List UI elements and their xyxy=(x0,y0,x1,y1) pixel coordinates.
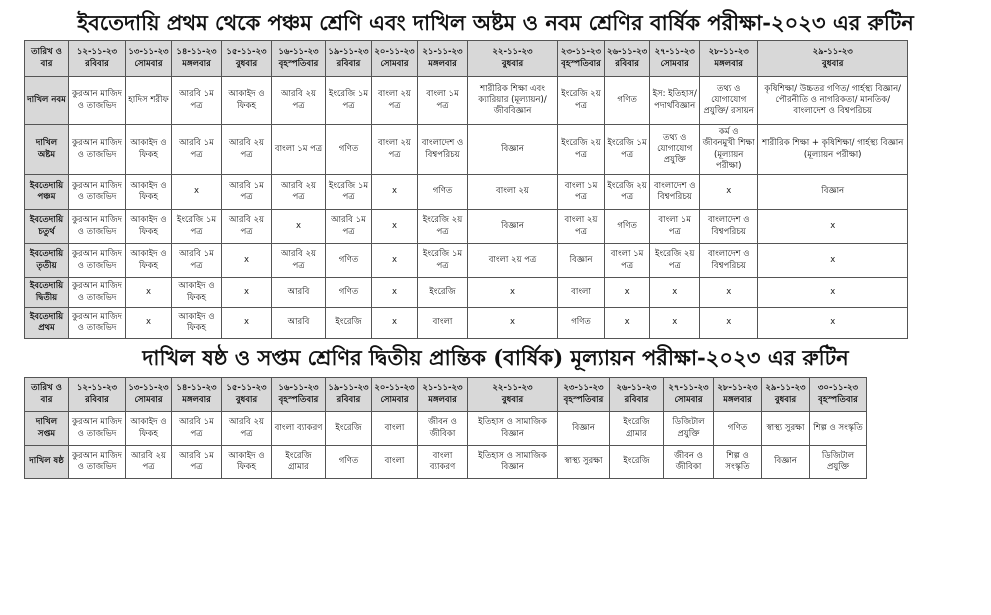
exam-cell: বাংলা ব্যাকরণ xyxy=(272,412,326,446)
date-header xyxy=(372,378,418,412)
exam-cell: আরবি xyxy=(272,278,326,308)
table-row xyxy=(25,446,867,479)
exam-cell: ডিজিটাল প্রযুক্তি xyxy=(664,412,714,446)
table-row xyxy=(25,308,908,339)
day-label: বুধবার xyxy=(235,394,258,405)
day-label: বৃহস্পতিবার xyxy=(563,394,604,405)
date-header xyxy=(126,378,172,412)
table-row xyxy=(25,210,908,244)
day-label: মঙ্গলবার xyxy=(182,58,211,69)
exam-cell: শিল্প ও সংস্কৃতি xyxy=(714,446,762,479)
exam-cell: x xyxy=(372,175,418,210)
exam-cell: আরবি ২য় পত্র xyxy=(222,210,272,244)
class-label: দাখিল অষ্টম xyxy=(25,125,69,175)
day-label: বুধবার xyxy=(235,58,258,69)
exam-cell: x xyxy=(650,278,700,308)
date-label: ১৯-১১-২৩ xyxy=(328,383,369,394)
day-label: রবিবার xyxy=(85,58,109,69)
day-label: সোমবার xyxy=(380,394,409,405)
exam-cell: x xyxy=(468,308,558,339)
exam-cell: বাংলা xyxy=(372,446,418,479)
date-header xyxy=(610,378,664,412)
date-label: ২৬-১১-২৩ xyxy=(616,383,657,394)
date-label: ২৮-১১-২৩ xyxy=(717,383,758,394)
exam-cell: গণিত xyxy=(605,77,650,125)
exam-cell: আকাইদ ও ফিকহ xyxy=(126,210,172,244)
exam-cell: গণিত xyxy=(326,446,372,479)
exam-cell: আরবি ২য় পত্র xyxy=(272,244,326,278)
day-label: বুধবার xyxy=(774,394,797,405)
day-label: রবিবার xyxy=(336,58,361,69)
exam-cell: গণিত xyxy=(714,412,762,446)
exam-cell: আরবি ১ম পত্র xyxy=(222,175,272,210)
date-label: ১২-১১-২৩ xyxy=(76,47,118,58)
exam-cell: কুরআন মাজিদ ও তাজভিদ xyxy=(69,210,126,244)
class-label: ইবতেদায়ি তৃতীয় xyxy=(25,244,69,278)
exam-cell: ইংরেজি ১ম পত্র xyxy=(326,77,372,125)
exam-cell: কুরআন মাজিদ ও তাজভিদ xyxy=(69,412,126,446)
exam-cell: বাংলাদেশ ও বিশ্বপরিচয় xyxy=(700,210,758,244)
exam-cell: x xyxy=(605,308,650,339)
date-label: ১৩-১১-২৩ xyxy=(128,383,169,394)
exam-cell: x xyxy=(758,210,908,244)
exam-cell: বাংলা ১ম পত্র xyxy=(272,125,326,175)
date-header xyxy=(700,41,758,77)
exam-cell: আকাইদ ও ফিকহ xyxy=(222,446,272,479)
day-label: বৃহস্পতিবার xyxy=(278,394,319,405)
day-label: সোমবার xyxy=(380,58,409,69)
date-header xyxy=(272,41,326,77)
class-label: ইবতেদায়ি প্রথম xyxy=(25,308,69,339)
exam-cell: x xyxy=(758,308,908,339)
table-row xyxy=(25,77,908,125)
table-row xyxy=(25,125,908,175)
exam-cell: x xyxy=(272,210,326,244)
date-label: ১৫-১১-২৩ xyxy=(226,383,267,394)
date-header xyxy=(69,41,126,77)
date-header xyxy=(558,41,605,77)
exam-cell: বিজ্ঞান xyxy=(468,125,558,175)
date-label: ২৮-১১-২৩ xyxy=(708,47,749,58)
date-label: ১৩-১১-২৩ xyxy=(128,47,169,58)
day-label: মঙ্গলবার xyxy=(714,58,743,69)
table-row xyxy=(25,412,867,446)
date-header xyxy=(326,378,372,412)
exam-cell: বাংলা xyxy=(558,278,605,308)
day-label: রবিবার xyxy=(336,394,361,405)
exam-cell: জীবন ও জীবিকা xyxy=(664,446,714,479)
exam-cell: ইংরেজি xyxy=(418,278,468,308)
day-label: রবিবার xyxy=(624,394,649,405)
exam-cell: আকাইদ ও ফিকহ xyxy=(126,412,172,446)
date-label: ২৩-১১-২৩ xyxy=(560,47,602,58)
table-row xyxy=(25,175,908,210)
date-label: ১৫-১১-২৩ xyxy=(226,47,267,58)
date-label: ১৪-১১-২৩ xyxy=(176,47,217,58)
date-label: ১২-১১-২৩ xyxy=(76,383,118,394)
exam-cell: বাংলা ২য় পত্র xyxy=(558,210,605,244)
exam-cell: ইস: ইতিহাস/ পদার্থবিজ্ঞান xyxy=(650,77,700,125)
exam-cell: বিজ্ঞান xyxy=(762,446,810,479)
date-header xyxy=(272,378,326,412)
date-header xyxy=(326,41,372,77)
date-label: ২০-১১-২৩ xyxy=(374,47,415,58)
exam-cell: গণিত xyxy=(326,244,372,278)
exam-cell: বাংলা ১ম পত্র xyxy=(558,175,605,210)
exam-cell: ইংরেজি xyxy=(326,308,372,339)
exam-cell: x xyxy=(372,278,418,308)
exam-cell: তথ্য ও যোগাযোগ প্রযুক্তি xyxy=(650,125,700,175)
exam-cell: হাদিস শরীফ xyxy=(126,77,172,125)
corner-date-day: তারিখ ও বার xyxy=(25,41,69,77)
exam-cell: শারীরিক শিক্ষা + কৃষিশিক্ষা/ গার্হস্থ্য বিজ্ঞান (মূল্যায়ন পরীক্ষা) xyxy=(758,125,908,175)
exam-cell: x xyxy=(700,308,758,339)
exam-cell: বাংলা ২য় পত্র xyxy=(372,125,418,175)
exam-cell: আকাইদ ও ফিকহ xyxy=(172,308,222,339)
exam-cell: ইতিহাস ও সামাজিক বিজ্ঞান xyxy=(468,446,558,479)
exam-cell: শারীরিক শিক্ষা এবং ক্যারিয়ার (মূল্যায়ন)/ জীববিজ্ঞান xyxy=(468,77,558,125)
exam-cell: গণিত xyxy=(558,308,605,339)
exam-cell: আরবি ১ম পত্র xyxy=(172,244,222,278)
date-header xyxy=(468,41,558,77)
date-label: ১৬-১১-২৩ xyxy=(278,47,319,58)
day-label: বুধবার xyxy=(501,58,524,69)
exam-cell: বাংলা xyxy=(372,412,418,446)
day-label: বৃহস্পতিবার xyxy=(561,58,601,69)
exam-cell: ইংরেজি xyxy=(326,412,372,446)
date-header xyxy=(605,41,650,77)
exam-cell: বাংলাদেশ ও বিশ্বপরিচয় xyxy=(650,175,700,210)
exam-cell: ইংরেজি ২য় পত্র xyxy=(605,175,650,210)
exam-cell: কুরআন মাজিদ ও তাজভিদ xyxy=(69,77,126,125)
exam-cell: x xyxy=(126,308,172,339)
day-label: বৃহস্পতিবার xyxy=(818,394,858,405)
exam-cell: কুরআন মাজিদ ও তাজভিদ xyxy=(69,446,126,479)
exam-cell: x xyxy=(126,278,172,308)
exam-cell: x xyxy=(372,244,418,278)
date-label: ২০-১১-২৩ xyxy=(374,383,415,394)
day-label: সোমবার xyxy=(134,394,163,405)
day-label: সোমবার xyxy=(660,58,689,69)
date-header xyxy=(222,378,272,412)
exam-cell: x xyxy=(172,175,222,210)
exam-cell: গণিত xyxy=(326,278,372,308)
exam-cell: আরবি ১ম পত্র xyxy=(172,446,222,479)
date-header xyxy=(650,41,700,77)
exam-cell: x xyxy=(372,210,418,244)
date-header xyxy=(810,378,867,412)
date-label: ১৯-১১-২৩ xyxy=(328,47,369,58)
exam-cell: আকাইদ ও ফিকহ xyxy=(126,175,172,210)
exam-cell: আরবি ২য় পত্র xyxy=(126,446,172,479)
exam-cell: বাংলাদেশ ও বিশ্বপরিচয় xyxy=(700,244,758,278)
exam-cell: বাংলা ২য় পত্র xyxy=(372,77,418,125)
exam-cell: কুরআন মাজিদ ও তাজভিদ xyxy=(69,125,126,175)
day-label: সোমবার xyxy=(134,58,163,69)
exam-cell: ইংরেজি গ্রামার xyxy=(272,446,326,479)
exam-cell: ডিজিটাল প্রযুক্তি xyxy=(810,446,867,479)
exam-routine-title-2: দাখিল ষষ্ঠ ও সপ্তম শ্রেণির দ্বিতীয় প্রান্তিক (বার্ষিক) মূল্যায়ন পরীক্ষা-২০২৩ এর রুটিন xyxy=(142,345,849,370)
date-label: ২৭-১১-২৩ xyxy=(668,383,709,394)
exam-cell: আরবি ১ম পত্র xyxy=(326,210,372,244)
exam-cell: ইংরেজি ২য় পত্র xyxy=(418,210,468,244)
table-row xyxy=(25,244,908,278)
date-header xyxy=(418,378,468,412)
exam-cell: আরবি ১ম পত্র xyxy=(172,412,222,446)
exam-cell: স্বাস্থ্য সুরক্ষা xyxy=(762,412,810,446)
exam-cell: কুরআন মাজিদ ও তাজভিদ xyxy=(69,308,126,339)
date-label: ২২-১১-২৩ xyxy=(492,383,533,394)
class-label: ইবতেদায়ি চতুর্থ xyxy=(25,210,69,244)
day-label: মঙ্গলবার xyxy=(723,394,752,405)
exam-cell: x xyxy=(372,308,418,339)
exam-cell: ইংরেজি ২য় পত্র xyxy=(650,244,700,278)
day-label: বুধবার xyxy=(501,394,524,405)
exam-cell: গণিত xyxy=(418,175,468,210)
exam-cell: জীবন ও জীবিকা xyxy=(418,412,468,446)
exam-routine-title-1: ইবতেদায়ি প্রথম থেকে পঞ্চম শ্রেণি এবং দাখিল অষ্টম ও নবম শ্রেণির বার্ষিক পরীক্ষা-২০২৩ এর রুটিন xyxy=(77,10,914,35)
date-header xyxy=(372,41,418,77)
exam-cell: স্বাস্থ্য সুরক্ষা xyxy=(558,446,610,479)
date-header xyxy=(418,41,468,77)
exam-cell: বিজ্ঞান xyxy=(558,412,610,446)
exam-cell: x xyxy=(605,278,650,308)
date-label: ২৬-১১-২৩ xyxy=(607,47,648,58)
exam-cell: x xyxy=(650,308,700,339)
date-label: ২২-১১-২৩ xyxy=(492,47,533,58)
date-label: ২৯-১১-২৩ xyxy=(765,383,806,394)
exam-cell: ইংরেজি ২য় পত্র xyxy=(558,125,605,175)
exam-cell: কুরআন মাজিদ ও তাজভিদ xyxy=(69,175,126,210)
exam-cell: ইংরেজি ১ম পত্র xyxy=(418,244,468,278)
exam-cell: ইংরেজি ২য় পত্র xyxy=(558,77,605,125)
corner-date-day: তারিখ ও বার xyxy=(25,378,69,412)
exam-cell: ইংরেজি ১ম পত্র xyxy=(172,210,222,244)
exam-cell: বাংলা ১ম পত্র xyxy=(605,244,650,278)
exam-cell: বাংলাদেশ ও বিশ্বপরিচয় xyxy=(418,125,468,175)
exam-cell: বাংলা xyxy=(418,308,468,339)
date-header xyxy=(762,378,810,412)
date-header xyxy=(172,378,222,412)
day-label: মঙ্গলবার xyxy=(428,394,457,405)
exam-cell: x xyxy=(758,244,908,278)
exam-cell: x xyxy=(758,278,908,308)
date-label: ২১-১১-২৩ xyxy=(422,47,463,58)
header-row xyxy=(25,41,908,77)
exam-cell: শিল্প ও সংস্কৃতি xyxy=(810,412,867,446)
date-header xyxy=(558,378,610,412)
exam-cell: বিজ্ঞান xyxy=(558,244,605,278)
date-header xyxy=(172,41,222,77)
date-label: ২৩-১১-২৩ xyxy=(563,383,604,394)
date-header xyxy=(714,378,762,412)
routine-table-2 xyxy=(24,377,867,479)
date-header xyxy=(69,378,126,412)
exam-cell: বিজ্ঞান xyxy=(468,210,558,244)
exam-cell: x xyxy=(700,175,758,210)
day-label: বৃহস্পতিবার xyxy=(278,58,319,69)
date-header xyxy=(222,41,272,77)
exam-cell: আকাইদ ও ফিকহ xyxy=(172,278,222,308)
class-label: দাখিল সপ্তম xyxy=(25,412,69,446)
class-label: ইবতেদায়ি দ্বিতীয় xyxy=(25,278,69,308)
exam-cell: x xyxy=(222,278,272,308)
exam-cell: ইংরেজি xyxy=(610,446,664,479)
exam-cell: কুরআন মাজিদ ও তাজভিদ xyxy=(69,278,126,308)
class-label: ইবতেদায়ি পঞ্চম xyxy=(25,175,69,210)
exam-cell: আরবি ১ম পত্র xyxy=(172,125,222,175)
day-label: রবিবার xyxy=(615,58,639,69)
exam-cell: আরবি xyxy=(272,308,326,339)
date-label: ১৬-১১-২৩ xyxy=(278,383,319,394)
date-header xyxy=(126,41,172,77)
exam-cell: বিজ্ঞান xyxy=(758,175,908,210)
exam-cell: x xyxy=(222,244,272,278)
date-header xyxy=(664,378,714,412)
day-label: বুধবার xyxy=(822,58,844,69)
exam-cell: আকাইদ ও ফিকহ xyxy=(126,125,172,175)
exam-cell: গণিত xyxy=(326,125,372,175)
exam-cell: আরবি ২য় পত্র xyxy=(222,125,272,175)
exam-cell: বাংলা ব্যাকরণ xyxy=(418,446,468,479)
exam-cell: গণিত xyxy=(605,210,650,244)
date-label: ২৭-১১-২৩ xyxy=(654,47,695,58)
class-label: দাখিল নবম xyxy=(25,77,69,125)
day-label: মঙ্গলবার xyxy=(428,58,457,69)
exam-cell: x xyxy=(468,278,558,308)
date-header xyxy=(758,41,908,77)
day-label: সোমবার xyxy=(674,394,703,405)
date-label: ৩০-১১-২৩ xyxy=(817,383,859,394)
exam-cell: আরবি ২য় পত্র xyxy=(222,412,272,446)
exam-cell: বাংলা ২য় পত্র xyxy=(468,244,558,278)
exam-cell: আরবি ২য় পত্র xyxy=(272,175,326,210)
exam-cell: বাংলা ১ম পত্র xyxy=(418,77,468,125)
table-row xyxy=(25,278,908,308)
exam-cell: x xyxy=(700,278,758,308)
exam-cell: ইংরেজি ১ম পত্র xyxy=(605,125,650,175)
exam-cell: কুরআন মাজিদ ও তাজভিদ xyxy=(69,244,126,278)
exam-cell: x xyxy=(222,308,272,339)
date-label: ২১-১১-২৩ xyxy=(422,383,463,394)
exam-cell: বাংলা ২য় xyxy=(468,175,558,210)
routine-table-1 xyxy=(24,40,908,339)
exam-cell: কর্ম ও জীবনমুখী শিক্ষা (মূল্যায়ন পরীক্ষা) xyxy=(700,125,758,175)
exam-cell: ইংরেজি গ্রামার xyxy=(610,412,664,446)
date-label: ২৯-১১-২৩ xyxy=(812,47,853,58)
date-header xyxy=(468,378,558,412)
exam-cell: ইংরেজি ১ম পত্র xyxy=(326,175,372,210)
class-label: দাখিল ষষ্ঠ xyxy=(25,446,69,479)
day-label: রবিবার xyxy=(85,394,109,405)
exam-cell: ইতিহাস ও সামাজিক বিজ্ঞান xyxy=(468,412,558,446)
exam-cell: আকাইদ ও ফিকহ xyxy=(222,77,272,125)
exam-cell: আরবি ১ম পত্র xyxy=(172,77,222,125)
exam-cell: আকাইদ ও ফিকহ xyxy=(126,244,172,278)
exam-cell: আরবি ২য় পত্র xyxy=(272,77,326,125)
day-label: মঙ্গলবার xyxy=(182,394,211,405)
date-label: ১৪-১১-২৩ xyxy=(176,383,217,394)
exam-cell: তথ্য ও যোগাযোগ প্রযুক্তি/ রসায়ন xyxy=(700,77,758,125)
exam-cell: কৃষিশিক্ষা/ উচ্চতর গণিত/ গার্হস্থ্য বিজ্ঞান/ পৌরনীতি ও নাগরিকতা/ মানতিক/বাংলাদেশ ও বিশ্বপরিচয় xyxy=(758,77,908,125)
exam-cell: বাংলা ১ম পত্র xyxy=(650,210,700,244)
header-row xyxy=(25,378,867,412)
